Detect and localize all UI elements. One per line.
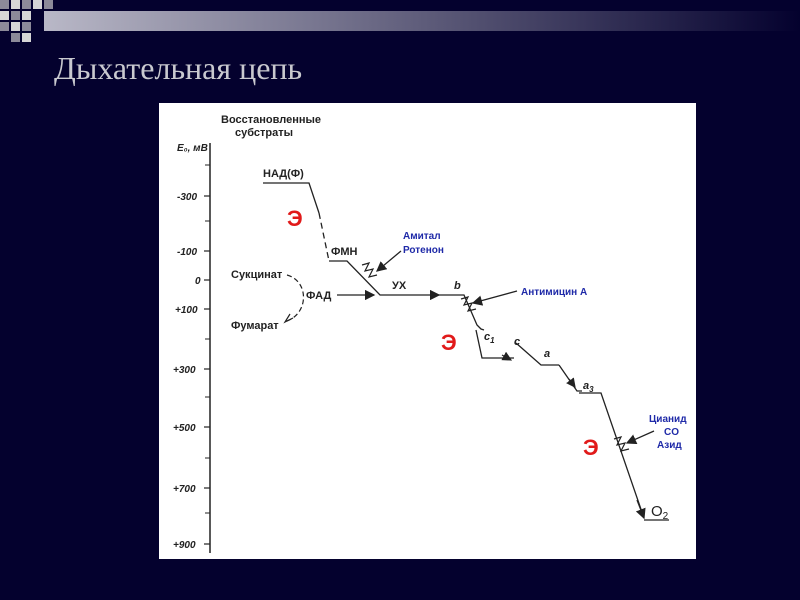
tick-label-p700: +700 xyxy=(173,484,196,495)
inhibitor-cyanide: Цианид xyxy=(649,414,687,425)
chain-a-a3-segment xyxy=(559,365,582,391)
label-fmn: ФМН xyxy=(331,246,358,258)
chain-nad-fmn-drop xyxy=(319,213,329,261)
label-nad: НАД(Ф) xyxy=(263,168,304,180)
energy-marker-2: Э xyxy=(441,330,457,355)
energy-marker-3: Э xyxy=(583,435,599,460)
inhibition-zigzag-2 xyxy=(461,297,476,311)
inhibition-zigzag-1 xyxy=(362,263,377,277)
label-fad: ФАД xyxy=(306,290,332,302)
inhibitor-amytal: Амитал xyxy=(403,231,441,242)
inhibitor-azide: Азид xyxy=(657,440,682,451)
label-b: b xyxy=(454,280,461,292)
label-c1: $c_1$ xyxy=(484,331,495,345)
inhibitor-co: CO xyxy=(664,427,679,438)
tick-label-m100: -100 xyxy=(177,247,198,258)
label-a3: $a_3$ xyxy=(583,380,594,394)
label-ux: УХ xyxy=(392,280,407,292)
chain-c-a-segment xyxy=(516,343,559,365)
tick-label-m300: -300 xyxy=(177,192,198,203)
chain-a-a3-arrow xyxy=(569,379,575,387)
inhibitor-antimycin: Антимицин А xyxy=(521,287,588,298)
respiratory-chain-diagram xyxy=(159,103,696,559)
cyanide-arrow xyxy=(627,431,654,443)
title-decoration xyxy=(0,0,800,50)
amytal-arrow xyxy=(377,251,401,271)
label-o2: $O_2$ xyxy=(651,503,669,522)
slide-title: Дыхательная цепь xyxy=(54,50,303,86)
tick-label-p500: +500 xyxy=(173,423,196,434)
tick-label-p100: +100 xyxy=(175,305,198,316)
label-a: a xyxy=(544,348,551,360)
label-c: c xyxy=(514,336,521,348)
tick-label-p900: +900 xyxy=(173,540,196,551)
chain-fmn-segment xyxy=(329,261,439,295)
label-fumarate: Фумарат xyxy=(231,320,279,332)
antimycin-arrow xyxy=(473,291,517,303)
chain-ux-b-segment xyxy=(439,295,484,330)
chain-o2-arrow xyxy=(637,500,644,518)
tick-label-p300: +300 xyxy=(173,365,196,376)
inhibitor-rotenone: Ротенон xyxy=(403,245,444,256)
energy-marker-1: Э xyxy=(287,206,303,231)
axis-label: E₀, мВ xyxy=(177,143,208,154)
header-line2: субстраты xyxy=(235,127,294,139)
label-succinate: Сукцинат xyxy=(231,269,283,281)
header-line1: Восстановленные xyxy=(221,114,321,126)
tick-label-0: 0 xyxy=(195,276,201,287)
